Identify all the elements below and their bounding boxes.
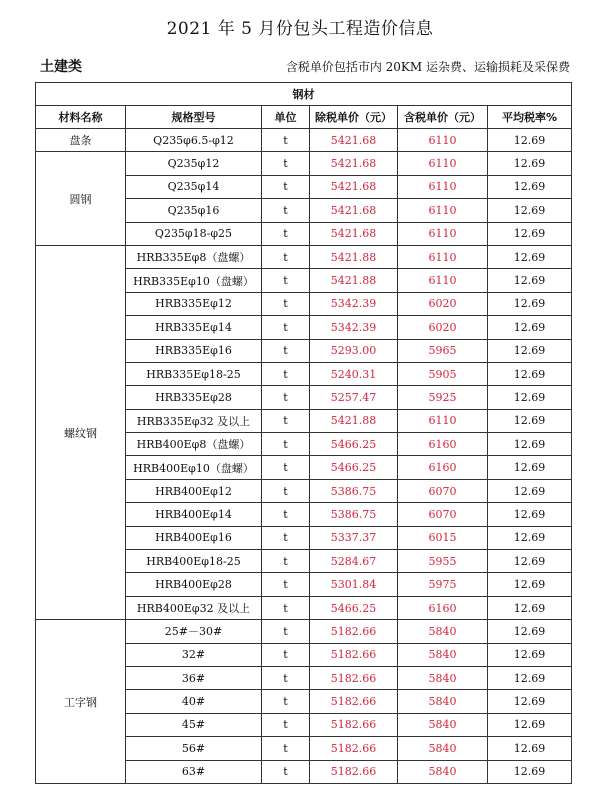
table-row <box>36 620 572 643</box>
with-tax-price-cell: 6110 <box>398 269 488 292</box>
with-tax-price-cell: 6020 <box>398 292 488 315</box>
pre-tax-price-cell: 5466.25 <box>310 433 398 456</box>
pre-tax-price-cell: 5386.75 <box>310 479 398 502</box>
spec-cell: 25#－30# <box>126 620 262 643</box>
tax-rate-cell: 12.69 <box>488 620 572 643</box>
unit-cell: t <box>262 643 310 666</box>
tax-rate-cell: 12.69 <box>488 339 572 362</box>
pre-tax-price-cell: 5182.66 <box>310 737 398 760</box>
spec-cell: HRB335Eφ12 <box>126 292 262 315</box>
pre-tax-price-cell: 5421.68 <box>310 222 398 245</box>
header-unit: 单位 <box>262 106 310 129</box>
spec-cell: HRB400Eφ8（盘螺） <box>126 433 262 456</box>
unit-cell: t <box>262 175 310 198</box>
pre-tax-price-cell: 5421.88 <box>310 409 398 432</box>
unit-cell: t <box>262 550 310 573</box>
pre-tax-price-cell: 5182.66 <box>310 690 398 713</box>
pre-tax-price-cell: 5257.47 <box>310 386 398 409</box>
tax-rate-cell: 12.69 <box>488 760 572 783</box>
unit-cell: t <box>262 433 310 456</box>
spec-cell: 40# <box>126 690 262 713</box>
pre-tax-price-cell: 5293.00 <box>310 339 398 362</box>
material-name-cell: 螺纹钢 <box>36 245 126 619</box>
pre-tax-price-cell: 5182.66 <box>310 760 398 783</box>
tax-rate-cell: 12.69 <box>488 199 572 222</box>
with-tax-price-cell: 5955 <box>398 550 488 573</box>
spec-cell: HRB400Eφ14 <box>126 503 262 526</box>
material-name-cell: 盘条 <box>36 129 126 152</box>
header-material: 材料名称 <box>36 106 126 129</box>
pre-tax-price-cell: 5301.84 <box>310 573 398 596</box>
with-tax-price-cell: 6110 <box>398 222 488 245</box>
pre-tax-price-cell: 5182.66 <box>310 713 398 736</box>
unit-cell: t <box>262 339 310 362</box>
pre-tax-price-cell: 5240.31 <box>310 362 398 385</box>
tax-rate-cell: 12.69 <box>488 503 572 526</box>
tax-rate-cell: 12.69 <box>488 690 572 713</box>
with-tax-price-cell: 6110 <box>398 152 488 175</box>
spec-cell: Q235φ12 <box>126 152 262 175</box>
tax-rate-cell: 12.69 <box>488 409 572 432</box>
tax-rate-cell: 12.69 <box>488 433 572 456</box>
spec-cell: HRB400Eφ16 <box>126 526 262 549</box>
with-tax-price-cell: 5975 <box>398 573 488 596</box>
with-tax-price-cell: 5840 <box>398 666 488 689</box>
with-tax-price-cell: 5925 <box>398 386 488 409</box>
pre-tax-price-cell: 5182.66 <box>310 666 398 689</box>
with-tax-price-cell: 5840 <box>398 620 488 643</box>
spec-cell: Q235φ18-φ25 <box>126 222 262 245</box>
pre-tax-price-cell: 5284.67 <box>310 550 398 573</box>
steel-price-table <box>35 82 572 784</box>
tax-rate-cell: 12.69 <box>488 643 572 666</box>
spec-cell: HRB400Eφ10（盘螺） <box>126 456 262 479</box>
tax-rate-cell: 12.69 <box>488 129 572 152</box>
spec-cell: Q235φ6.5-φ12 <box>126 129 262 152</box>
pre-tax-price-cell: 5386.75 <box>310 503 398 526</box>
spec-cell: HRB335Eφ18-25 <box>126 362 262 385</box>
tax-rate-cell: 12.69 <box>488 573 572 596</box>
tax-rate-cell: 12.69 <box>488 269 572 292</box>
header-rate: 平均税率% <box>488 106 572 129</box>
unit-cell: t <box>262 245 310 268</box>
unit-cell: t <box>262 503 310 526</box>
tax-rate-cell: 12.69 <box>488 526 572 549</box>
unit-cell: t <box>262 526 310 549</box>
with-tax-price-cell: 5840 <box>398 690 488 713</box>
table-row <box>36 129 572 152</box>
tax-rate-cell: 12.69 <box>488 362 572 385</box>
pre-tax-price-cell: 5342.39 <box>310 292 398 315</box>
unit-cell: t <box>262 737 310 760</box>
spec-cell: HRB335Eφ32 及以上 <box>126 409 262 432</box>
tax-rate-cell: 12.69 <box>488 596 572 619</box>
spec-cell: 63# <box>126 760 262 783</box>
pre-tax-price-cell: 5421.88 <box>310 245 398 268</box>
spec-cell: 45# <box>126 713 262 736</box>
tax-rate-cell: 12.69 <box>488 152 572 175</box>
with-tax-price-cell: 5965 <box>398 339 488 362</box>
unit-cell: t <box>262 620 310 643</box>
spec-cell: 56# <box>126 737 262 760</box>
material-name-cell: 工字钢 <box>36 620 126 784</box>
with-tax-price-cell: 6160 <box>398 433 488 456</box>
with-tax-price-cell: 6110 <box>398 245 488 268</box>
tax-rate-cell: 12.69 <box>488 292 572 315</box>
pre-tax-price-cell: 5342.39 <box>310 316 398 339</box>
tax-rate-cell: 12.69 <box>488 550 572 573</box>
unit-cell: t <box>262 129 310 152</box>
pre-tax-price-cell: 5421.68 <box>310 175 398 198</box>
pre-tax-price-cell: 5337.37 <box>310 526 398 549</box>
tax-rate-cell: 12.69 <box>488 666 572 689</box>
header-pre-tax: 除税单价（元） <box>310 106 398 129</box>
with-tax-price-cell: 6110 <box>398 199 488 222</box>
with-tax-price-cell: 5840 <box>398 643 488 666</box>
unit-cell: t <box>262 362 310 385</box>
table-row <box>36 152 572 175</box>
unit-cell: t <box>262 269 310 292</box>
tax-rate-cell: 12.69 <box>488 386 572 409</box>
unit-cell: t <box>262 316 310 339</box>
spec-cell: HRB335Eφ8（盘螺） <box>126 245 262 268</box>
pre-tax-price-cell: 5421.88 <box>310 269 398 292</box>
table-row <box>36 245 572 268</box>
with-tax-price-cell: 6110 <box>398 409 488 432</box>
tax-rate-cell: 12.69 <box>488 456 572 479</box>
tax-rate-cell: 12.69 <box>488 316 572 339</box>
spec-cell: Q235φ16 <box>126 199 262 222</box>
table-header-row <box>36 106 572 129</box>
unit-cell: t <box>262 292 310 315</box>
spec-cell: HRB335Eφ16 <box>126 339 262 362</box>
spec-cell: HRB400Eφ12 <box>126 479 262 502</box>
with-tax-price-cell: 6015 <box>398 526 488 549</box>
pre-tax-price-cell: 5182.66 <box>310 643 398 666</box>
page-title: 2021 年 5 月份包头工程造价信息 <box>166 19 434 39</box>
spec-cell: HRB335Eφ10（盘螺） <box>126 269 262 292</box>
header-with-tax: 含税单价（元） <box>398 106 488 129</box>
header-spec: 规格型号 <box>126 106 262 129</box>
unit-cell: t <box>262 222 310 245</box>
unit-cell: t <box>262 760 310 783</box>
unit-cell: t <box>262 690 310 713</box>
price-note: 含税单价包括市内 20KM 运杂费、运输损耗及采保费 <box>285 60 570 74</box>
pre-tax-price-cell: 5466.25 <box>310 596 398 619</box>
pre-tax-price-cell: 5182.66 <box>310 620 398 643</box>
unit-cell: t <box>262 479 310 502</box>
unit-cell: t <box>262 199 310 222</box>
pre-tax-price-cell: 5421.68 <box>310 199 398 222</box>
spec-cell: Q235φ14 <box>126 175 262 198</box>
unit-cell: t <box>262 573 310 596</box>
table-caption: 钢材 <box>36 83 572 106</box>
material-name-cell: 圆钢 <box>36 152 126 246</box>
with-tax-price-cell: 5905 <box>398 362 488 385</box>
unit-cell: t <box>262 152 310 175</box>
unit-cell: t <box>262 713 310 736</box>
spec-cell: HRB400Eφ32 及以上 <box>126 596 262 619</box>
tax-rate-cell: 12.69 <box>488 245 572 268</box>
tax-rate-cell: 12.69 <box>488 175 572 198</box>
with-tax-price-cell: 6160 <box>398 596 488 619</box>
spec-cell: HRB400Eφ18-25 <box>126 550 262 573</box>
with-tax-price-cell: 6110 <box>398 129 488 152</box>
unit-cell: t <box>262 596 310 619</box>
spec-cell: HRB335Eφ14 <box>126 316 262 339</box>
spec-cell: HRB335Eφ28 <box>126 386 262 409</box>
tax-rate-cell: 12.69 <box>488 713 572 736</box>
with-tax-price-cell: 6020 <box>398 316 488 339</box>
with-tax-price-cell: 5840 <box>398 737 488 760</box>
pre-tax-price-cell: 5421.68 <box>310 152 398 175</box>
tax-rate-cell: 12.69 <box>488 479 572 502</box>
tax-rate-cell: 12.69 <box>488 222 572 245</box>
pre-tax-price-cell: 5466.25 <box>310 456 398 479</box>
with-tax-price-cell: 6070 <box>398 479 488 502</box>
pre-tax-price-cell: 5421.68 <box>310 129 398 152</box>
section-label: 土建类 <box>40 59 82 75</box>
spec-cell: 36# <box>126 666 262 689</box>
table-caption-row <box>36 83 572 106</box>
with-tax-price-cell: 6110 <box>398 175 488 198</box>
spec-cell: HRB400Eφ28 <box>126 573 262 596</box>
unit-cell: t <box>262 456 310 479</box>
with-tax-price-cell: 5840 <box>398 760 488 783</box>
with-tax-price-cell: 6070 <box>398 503 488 526</box>
tax-rate-cell: 12.69 <box>488 737 572 760</box>
unit-cell: t <box>262 386 310 409</box>
unit-cell: t <box>262 409 310 432</box>
with-tax-price-cell: 6160 <box>398 456 488 479</box>
unit-cell: t <box>262 666 310 689</box>
with-tax-price-cell: 5840 <box>398 713 488 736</box>
spec-cell: 32# <box>126 643 262 666</box>
